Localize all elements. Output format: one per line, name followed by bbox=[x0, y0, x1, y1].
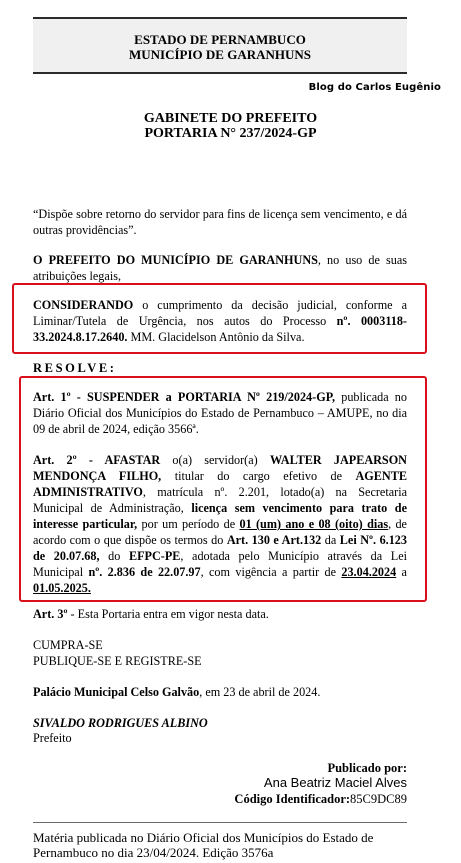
identifier-code-line bbox=[234, 791, 407, 807]
article-2-text: , adotada pelo Município através da Lei Municipal bbox=[33, 549, 408, 579]
signing-date: , em 23 de abril de 2024. bbox=[199, 685, 321, 699]
footer-note: Matéria publicada no Diário Oficial dos Municípios do Estado de Pernambuco no dia 23/04/2024. Edição 3576a bbox=[33, 830, 374, 860]
footer-divider bbox=[33, 822, 407, 823]
signing-place bbox=[33, 684, 407, 700]
article-2 bbox=[33, 452, 407, 596]
resolve-heading: RESOLVE: bbox=[33, 361, 117, 375]
article-1 bbox=[33, 389, 407, 437]
header-box bbox=[33, 17, 407, 74]
header-municipality: MUNICÍPIO DE GARANHUNS bbox=[128, 47, 311, 62]
office-title: GABINETE DO PREFEITO bbox=[143, 111, 318, 126]
article-2-text: da bbox=[321, 533, 340, 547]
servant-name: WALTER JAPEARSON MENDONÇA FILHO, bbox=[33, 453, 407, 483]
considerando-judge: MM. Glacidelson Antônio da Silva. bbox=[127, 330, 305, 344]
article-1-lead: Art. 1º - SUSPENDER a PORTARIA Nº 219/2024-GP, bbox=[33, 390, 336, 404]
preamble-text: , no uso de suas atribuições legais, bbox=[33, 253, 407, 283]
article-2-text: por um período de bbox=[137, 517, 240, 531]
blog-watermark: Blog do Carlos Eugênio bbox=[308, 82, 441, 93]
article-2-text: o(a) servidor(a) bbox=[160, 453, 270, 467]
article-1-text: publicada no Diário Oficial dos Municípios do Estado de Pernambuco – AMUPE, no dia 09 de abril de 2024, edição 3566ª. bbox=[33, 390, 407, 436]
signer-role: Prefeito bbox=[33, 731, 72, 745]
identifier-label: Código Identificador: bbox=[234, 792, 351, 806]
leave-period: 01 (um) ano e 08 (oito) dias bbox=[239, 517, 389, 531]
state-law: Lei Nº. 6.123 de 20.07.68, bbox=[33, 533, 407, 563]
leave-type: licença sem vencimento para trato de interesse particular, bbox=[33, 501, 407, 531]
signer-name: SIVALDO RODRIGUES ALBINO bbox=[33, 716, 208, 730]
end-date: 01.05.2025. bbox=[33, 581, 91, 595]
article-2-text: , de acordo com o que dispõe os termos do bbox=[33, 517, 407, 547]
processo-number: nº. 0003118-33.2024.8.17.2640. bbox=[33, 314, 407, 344]
article-2-text: do bbox=[99, 549, 129, 563]
article-3-text: - Esta Portaria entra em vigor nesta data. bbox=[67, 607, 269, 621]
servant-role: AGENTE ADMINISTRATIVO bbox=[33, 469, 407, 499]
publisher-name: Ana Beatriz Maciel Alves bbox=[263, 775, 407, 790]
preamble-mayor: O PREFEITO DO MUNICÍPIO DE GARANHUNS bbox=[33, 253, 318, 267]
article-2-lead: Art. 2º - AFASTAR bbox=[33, 453, 161, 467]
municipal-law: nº. 2.836 de 22.07.97 bbox=[88, 565, 201, 579]
article-2-text: , com vigência a partir de bbox=[200, 565, 342, 579]
article-3-lead: Art. 3º bbox=[33, 607, 68, 621]
considerando bbox=[33, 297, 407, 345]
palace-name: Palácio Municipal Celso Galvão bbox=[33, 685, 200, 699]
considerando-text: o cumprimento da decisão judicial, conforme a Liminar/Tutela de Urgência, nos autos do Processo bbox=[33, 298, 407, 328]
article-2-text: titular do cargo efetivo de bbox=[161, 469, 356, 483]
ordinance-title: PORTARIA N° 237/2024-GP bbox=[144, 126, 317, 141]
published-by-label: Publicado por: bbox=[327, 761, 407, 775]
ementa: “Dispõe sobre retorno do servidor para fins de licença sem vencimento, e dá outras providências”. bbox=[33, 207, 407, 237]
preamble bbox=[33, 252, 407, 284]
start-date: 23.04.2024 bbox=[341, 565, 397, 579]
article-3 bbox=[33, 606, 407, 622]
header-state: ESTADO DE PERNAMBUCO bbox=[134, 32, 306, 47]
efpc-statute: EFPC-PE bbox=[128, 549, 181, 563]
identifier-code: 85C9DC89 bbox=[350, 792, 407, 806]
article-2-text: a bbox=[396, 565, 407, 579]
publique-se: PUBLIQUE-SE E REGISTRE-SE bbox=[33, 654, 202, 668]
cumpra-se: CUMPRA-SE bbox=[33, 638, 103, 652]
legal-articles: Art. 130 e Art.132 bbox=[226, 533, 322, 547]
considerando-label: CONSIDERANDO bbox=[33, 298, 134, 312]
article-2-text: , matrícula nº. 2.201, lotado(a) na Secretaria Municipal de Administração, bbox=[33, 485, 407, 515]
